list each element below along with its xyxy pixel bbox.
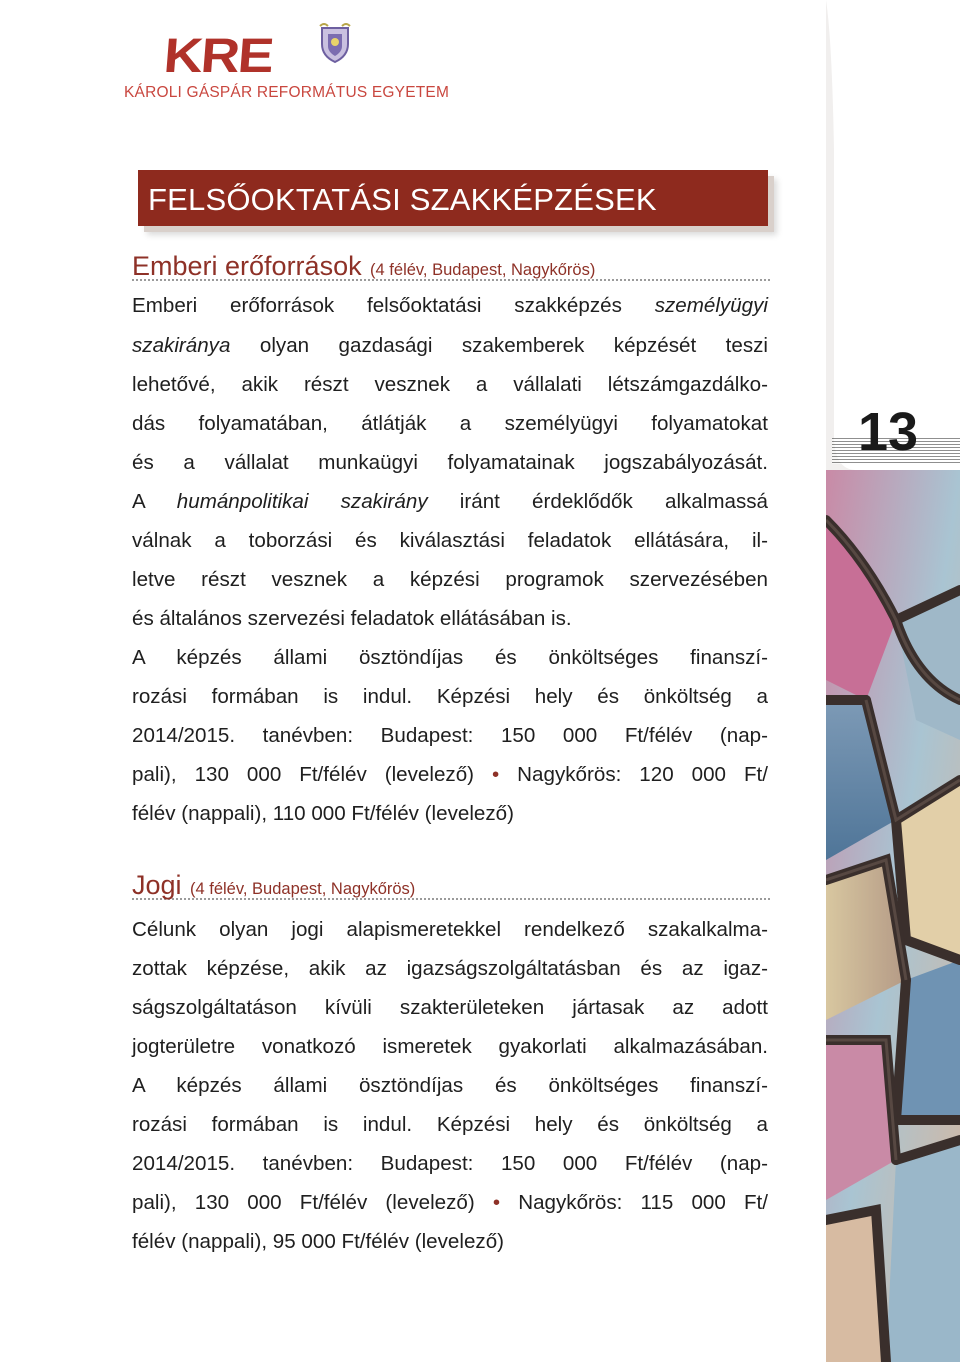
banner-title: FELSŐOKTATÁSI SZAKKÉPZÉSEK [148,182,657,217]
page-number: 13 [858,402,919,462]
section-title: Jogi [132,870,182,900]
body-line: A képzés állami ösztöndíjas és önköltséges finanszí- [132,1074,768,1097]
text-run-italic: szakiránya [132,334,231,357]
crest-icon [318,22,352,64]
body-line: rozási formában is indul. Képzési hely és önköltség a [132,1113,768,1136]
section-heading-jogi [132,870,770,900]
text-run: pali), 130 000 Ft/félév (levelező) [132,1191,493,1214]
stained-glass-decoration [826,0,960,1362]
body-line: félév (nappali), 95 000 Ft/félév (levelező) [132,1230,505,1253]
text-run: iránt érdeklődők alkalmassá [427,490,769,513]
body-line: A képzés állami ösztöndíjas és önköltséges finanszí- [132,646,768,669]
body-line: jogterületre vonatkozó ismeretek gyakorlati alkalmazásában. [132,1035,768,1058]
body-line: ságszolgáltatáson kívüli szakterületeken jártasak az adott [132,996,768,1019]
body-line: zottak képzése, akik az igazságszolgáltatásban és az igaz- [132,957,768,980]
section-banner [138,170,768,226]
body-line: félév (nappali), 110 000 Ft/félév (levelező) [132,802,514,825]
body-line [132,1191,768,1215]
body-line: lehetővé, akik részt vesznek a vállalati létszámgazdálko- [132,373,768,396]
body-line [132,334,768,358]
text-run: A [132,490,177,513]
text-run-italic: humánpolitikai szakirány [176,490,428,513]
text-run: pali), 130 000 Ft/félév (levelező) [132,763,492,786]
body-line: dás folyamatában, átlátják a személyügyi folyamatokat [132,412,768,435]
body-line [132,294,768,318]
section-title: Emberi erőforrások [132,251,362,281]
body-line [132,763,768,787]
text-run-italic: személyügyi [654,294,768,317]
body-line: rozási formában is indul. Képzési hely és önköltség a [132,685,768,708]
body-line: Célunk olyan jogi alapismeretekkel rendelkező szakalkalma- [132,918,768,941]
bullet-separator: • [492,1191,501,1214]
body-line [132,490,768,514]
university-name: KÁROLI GÁSPÁR REFORMÁTUS EGYETEM [124,84,450,101]
body-line: válnak a toborzási és kiválasztási feladatok ellátására, il- [132,529,768,552]
body-line: 2014/2015. tanévben: Budapest: 150 000 Ft/félév (nap- [132,1152,768,1175]
bullet-separator: • [492,763,500,786]
body-line: 2014/2015. tanévben: Budapest: 150 000 Ft/félév (nap- [132,724,768,747]
university-logo[interactable] [124,22,454,102]
stained-glass-image [826,0,960,1362]
section-subtitle: (4 félév, Budapest, Nagykőrös) [189,880,416,898]
text-run: Nagykőrös: 115 000 Ft/ [500,1191,768,1214]
text-run: olyan gazdasági szakemberek képzését teszi [230,334,768,357]
text-run: Emberi erőforrások felsőoktatási szakképzés [132,294,655,317]
section-heading-emberi-eroforrasok [132,251,770,281]
body-line: letve részt vesznek a képzési programok szervezésében [132,568,768,591]
text-run: Nagykőrös: 120 000 Ft/ [499,763,768,786]
logo-mark: KRE [161,29,275,83]
body-line: és a vállalat munkaügyi folyamatainak jogszabályozását. [132,451,768,474]
section-subtitle: (4 félév, Budapest, Nagykőrös) [370,261,596,279]
body-line: és általános szervezési feladatok ellátásában is. [132,607,572,630]
